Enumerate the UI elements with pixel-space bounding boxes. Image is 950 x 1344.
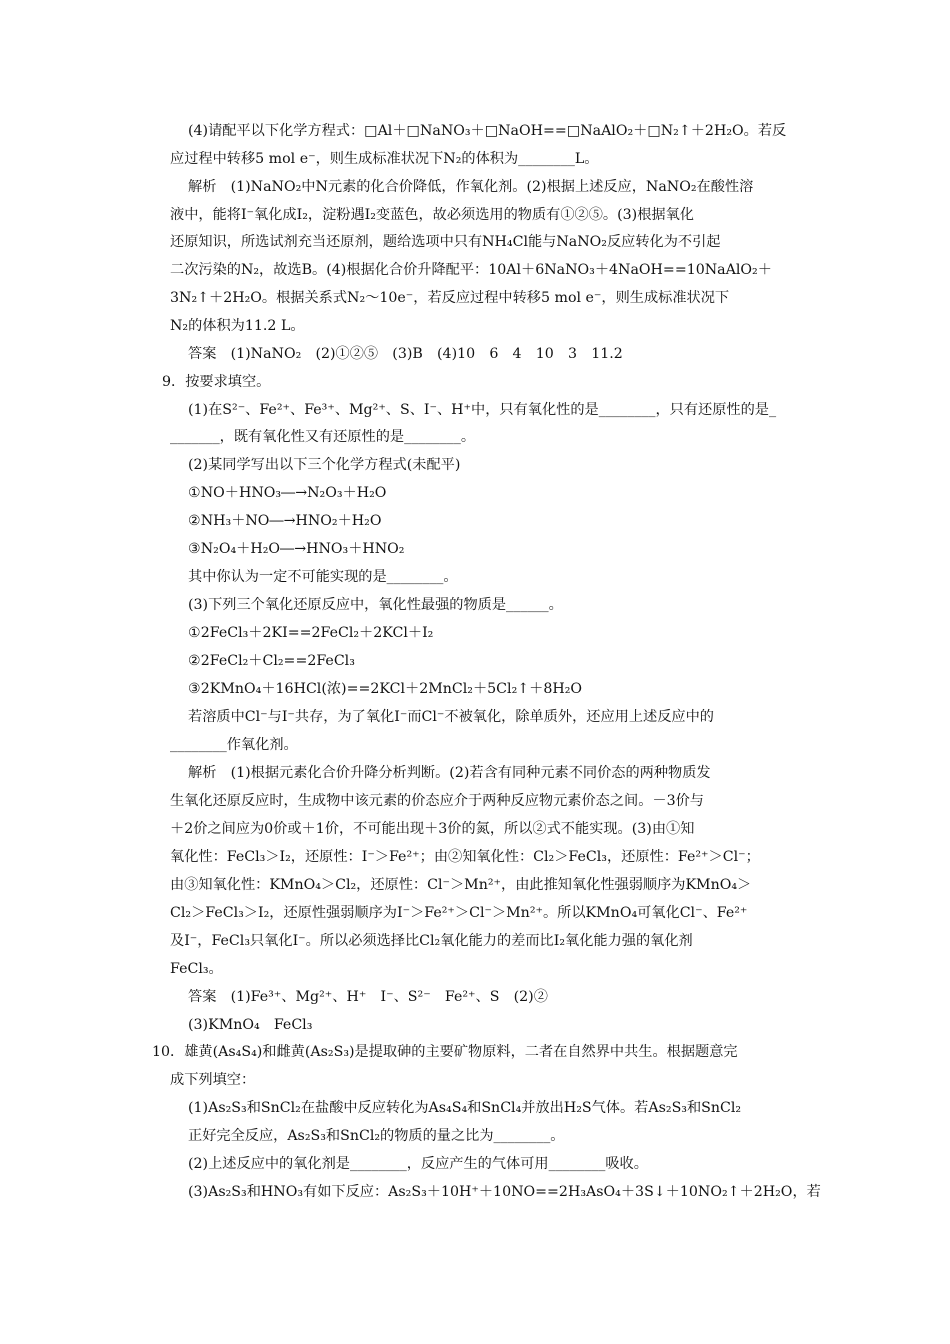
q8-analysis-line6: N₂的体积为11.2 L。: [170, 318, 305, 334]
q9-reaction1: ①2FeCl₃＋2KI==2FeCl₂＋2KCl＋I₂: [188, 625, 434, 641]
q10-title-line2: 成下列填空：: [170, 1072, 256, 1088]
q10-title-line1: 10．雄黄(As₄S₄)和雌黄(As₂S₃)是提取砷的主要矿物原料，二者在自然界中共生。根据题意完: [152, 1044, 738, 1060]
q9-analysis-line1: 解析 (1)根据元素化合价升降分析判断。(2)若含有同种元素不同价态的两种物质发: [188, 765, 711, 781]
q9-analysis-line6: Cl₂＞FeCl₃＞I₂，还原性强弱顺序为I⁻＞Fe²⁺＞Cl⁻＞Mn²⁺。所以KMnO₄可氧化Cl⁻、Fe²⁺: [170, 905, 748, 921]
q9-eq2: ②NH₃＋NO―→HNO₂＋H₂O: [188, 513, 382, 529]
q8-answer: 答案 (1)NaNO₂ (2)①②⑤ (3)B (4)10 6 4 10 3 11.2: [188, 346, 623, 362]
q9-analysis-line4: 氧化性：FeCl₃＞I₂，还原性：I⁻＞Fe²⁺；由②知氧化性：Cl₂＞FeCl₃，还原性：Fe²⁺＞Cl⁻；: [170, 849, 760, 865]
q9-reaction3: ③2KMnO₄＋16HCl(浓)==2KCl＋2MnCl₂＋5Cl₂↑＋8H₂O: [188, 681, 583, 697]
q9-analysis-line7: 及I⁻，FeCl₃只氧化I⁻。所以必须选择比Cl₂氧化能力的差而比I₂氧化能力强的氧化剂: [170, 933, 693, 949]
q9-title: 9．按要求填空。: [162, 374, 271, 390]
q10-part2: (2)上述反应中的氧化剂是________，反应产生的气体可用________吸收。: [188, 1156, 648, 1172]
q10-part1-line1: (1)As₂S₃和SnCl₂在盐酸中反应转化为As₄S₄和SnCl₄并放出H₂S气体。若As₂S₃和SnCl₂: [188, 1100, 742, 1116]
q9-part3-intro: (3)下列三个氧化还原反应中，氧化性最强的物质是______。: [188, 597, 563, 613]
q9-analysis-line3: ＋2价之间应为0价或＋1价，不可能出现＋3价的氮，所以②式不能实现。(3)由①知: [170, 821, 695, 837]
q9-part1-line2: _______，既有氧化性又有还原性的是________。: [170, 429, 476, 445]
q8-analysis-line3: 还原知识，所选试剂充当还原剂，题给选项中只有NH₄Cl能与NaNO₂反应转化为不引起: [170, 234, 721, 250]
q9-part1-line1: (1)在S²⁻、Fe²⁺、Fe³⁺、Mg²⁺、S、I⁻、H⁺中，只有氧化性的是________，只有还原性的是_: [188, 402, 777, 418]
q9-part2-intro: (2)某同学写出以下三个化学方程式(未配平): [188, 457, 461, 473]
q9-analysis-line2: 生氧化还原反应时，生成物中该元素的价态应介于两种反应物元素价态之间。－3价与: [170, 793, 704, 809]
q9-part3-question-line2: ________作氧化剂。: [170, 737, 298, 753]
q9-part2-question: 其中你认为一定不可能实现的是________。: [188, 569, 458, 585]
q9-analysis-line8: FeCl₃。: [170, 961, 223, 977]
q8-part4-line2: 应过程中转移5 mol e⁻，则生成标准状况下N₂的体积为________L。: [170, 151, 599, 167]
q9-reaction2: ②2FeCl₂＋Cl₂==2FeCl₃: [188, 653, 355, 669]
q9-eq1: ①NO＋HNO₃―→N₂O₃＋H₂O: [188, 485, 387, 501]
q9-answer-line1: 答案 (1)Fe³⁺、Mg²⁺、H⁺ I⁻、S²⁻ Fe²⁺、S (2)②: [188, 989, 548, 1005]
q9-analysis-line5: 由③知氧化性：KMnO₄＞Cl₂，还原性：Cl⁻＞Mn²⁺，由此推知氧化性强弱顺序为KMnO₄＞: [170, 877, 752, 893]
q9-answer-line2: (3)KMnO₄ FeCl₃: [188, 1017, 313, 1033]
q8-analysis-line4: 二次污染的N₂，故选B。(4)根据化合价升降配平：10Al＋6NaNO₃＋4NaOH==10NaAlO₂＋: [170, 262, 772, 278]
q10-part1-line2: 正好完全反应，As₂S₃和SnCl₂的物质的量之比为________。: [188, 1128, 565, 1144]
q10-part3-line1: (3)As₂S₃和HNO₃有如下反应：As₂S₃＋10H⁺＋10NO==2H₃AsO₄＋3S↓＋10NO₂↑＋2H₂O，若: [188, 1184, 821, 1200]
q8-analysis-line2: 液中，能将I⁻氧化成I₂，淀粉遇I₂变蓝色，故必须选用的物质有①②⑤。(3)根据氧化: [170, 207, 694, 223]
q8-analysis-line1: 解析 (1)NaNO₂中N元素的化合价降低，作氧化剂。(2)根据上述反应，NaNO₂在酸性溶: [188, 179, 754, 195]
q9-eq3: ③N₂O₄＋H₂O―→HNO₃＋HNO₂: [188, 541, 405, 557]
q9-part3-question-line1: 若溶质中Cl⁻与I⁻共存，为了氧化I⁻而Cl⁻不被氧化，除单质外，还应用上述反应中的: [188, 709, 714, 725]
q8-analysis-line5: 3N₂↑＋2H₂O。根据关系式N₂～10e⁻，若反应过程中转移5 mol e⁻，则生成标准状况下: [170, 290, 730, 306]
q8-part4-line1: (4)请配平以下化学方程式：□Al＋□NaNO₃＋□NaOH==□NaAlO₂＋□N₂↑＋2H₂O。若反: [188, 123, 787, 139]
